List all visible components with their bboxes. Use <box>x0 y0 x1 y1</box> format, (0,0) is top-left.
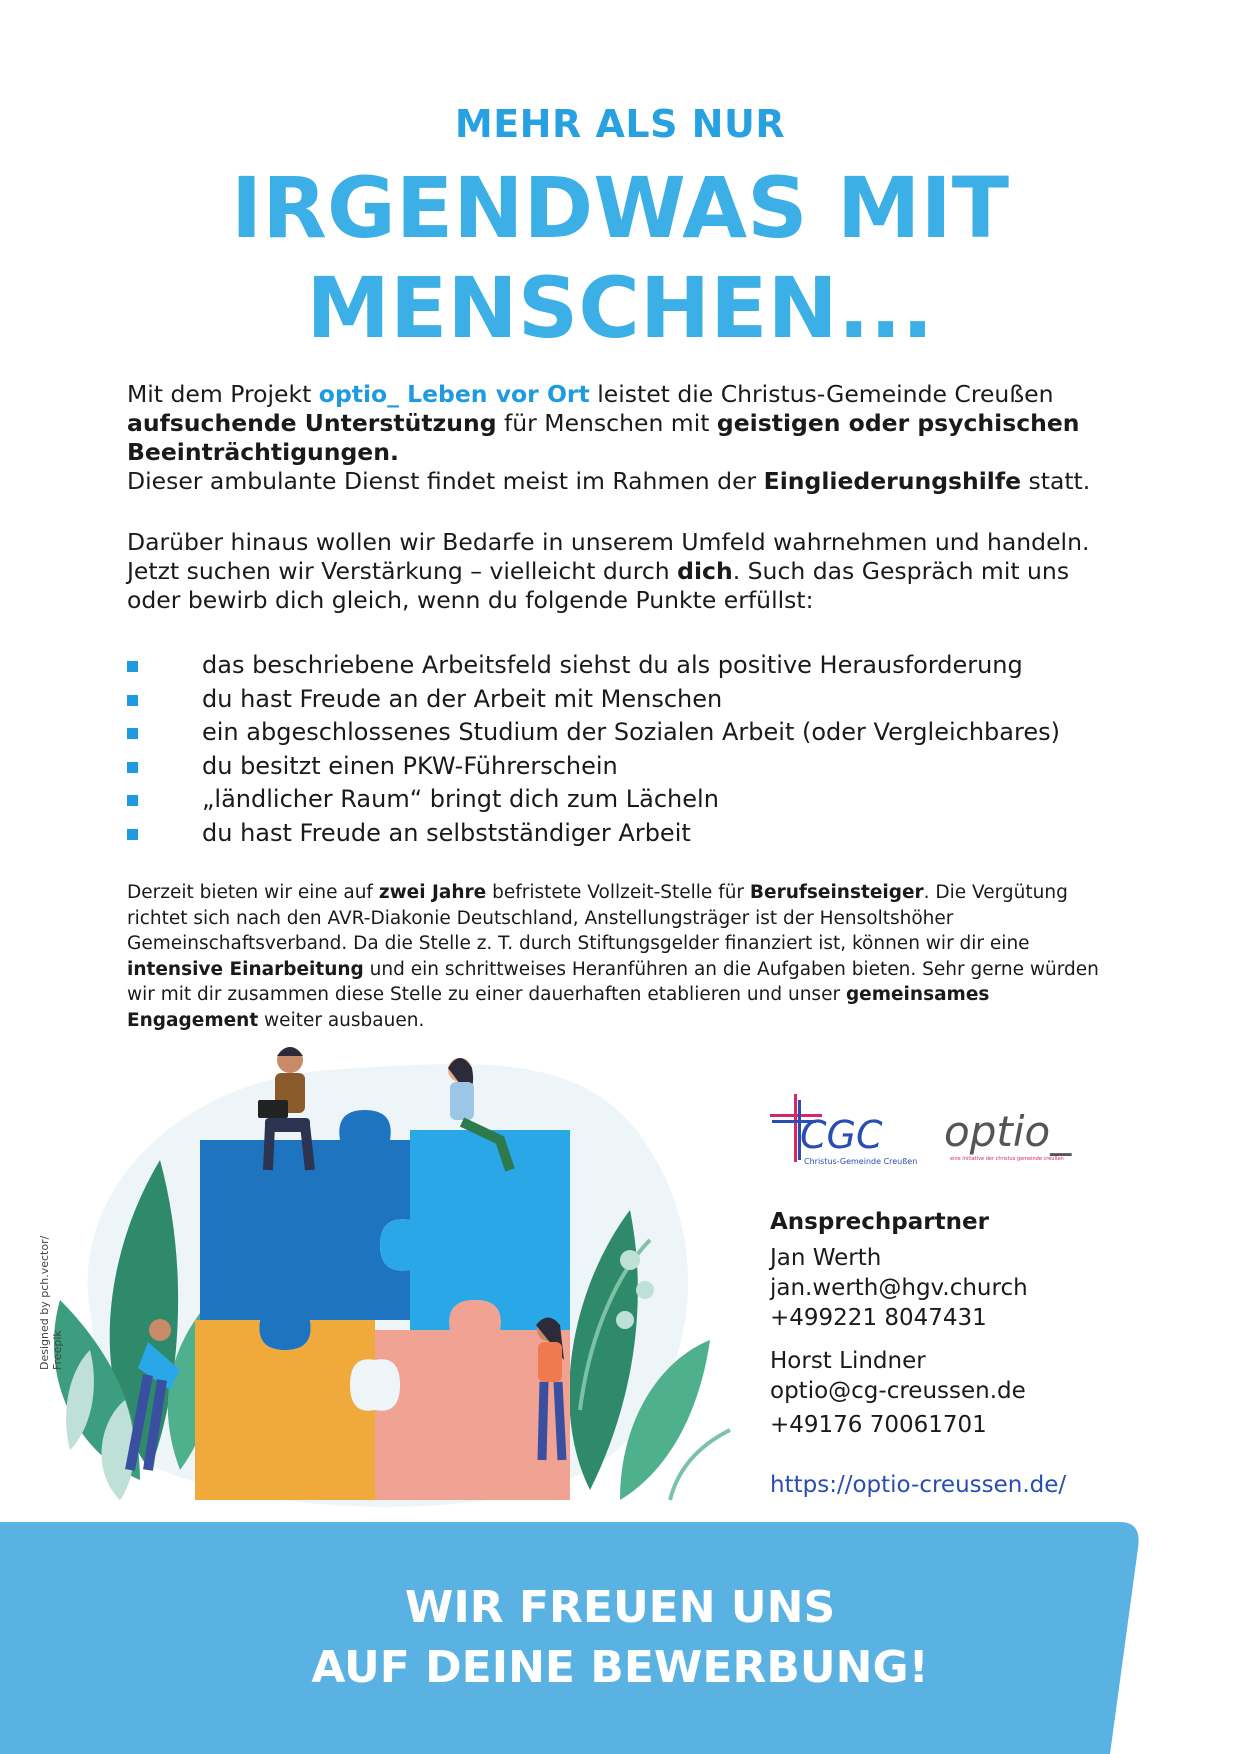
intro-text: Mit dem Projekt <box>127 380 319 408</box>
bullet-square-icon <box>127 795 138 806</box>
illustration-credit: Designed by pch.vector/ Freepik <box>38 1235 64 1370</box>
list-item <box>127 650 1117 684</box>
puzzle-team-illustration <box>30 1030 750 1530</box>
banner-line-2: AUF DEINE BEWERBUNG! <box>311 1642 929 1693</box>
contact-name-2: Horst Lindner <box>770 1348 926 1374</box>
list-item-text: du hast Freude an selbstständiger Arbeit <box>202 818 691 847</box>
headline-kicker: MEHR ALS NUR <box>454 102 786 146</box>
offer-text: und ein schrittweises Heranführen an die Aufgaben bieten. Sehr gerne würden wir mit dir zusammen diese Stelle zu einer dauerhaften etablieren und unser <box>127 958 1099 1005</box>
intro-paragraph-2 <box>127 528 1117 615</box>
bullet-square-icon <box>127 661 138 672</box>
headline-line-1: IRGENDWAS MIT <box>230 159 1010 257</box>
intro-text: für Menschen mit <box>496 409 717 437</box>
contact-name-1: Jan Werth <box>770 1245 882 1271</box>
intro-text: Darüber hinaus wollen wir Bedarfe in unserem Umfeld wahrnehmen und handeln. Jetzt suchen wir Verstärkung – vielleicht durch <box>127 528 1090 585</box>
offer-text: weiter ausbauen. <box>258 1009 425 1031</box>
list-item-text: du hast Freude an der Arbeit mit Menschen <box>202 684 723 713</box>
contact-phone-1[interactable]: +499221 8047431 <box>770 1305 987 1331</box>
website-link[interactable]: https://optio-creussen.de/ <box>770 1472 1067 1498</box>
intro-text: . Such das Gespräch mit uns oder bewirb dich gleich, wenn du folgende Punkte erfüllst: <box>127 557 1070 614</box>
offer-bold: gemeinsames Engagement <box>127 984 990 1031</box>
contact-email-2[interactable]: optio@cg-creussen.de <box>770 1378 1026 1404</box>
optio-logo-subtext: eine Initiative der christus gemeinde creußen <box>950 1156 1064 1162</box>
list-item-text: ein abgeschlossenes Studium der Sozialen Arbeit (oder Vergleichbares) <box>202 718 1060 746</box>
offer-text: befristete Vollzeit-Stelle für <box>486 882 750 903</box>
offer-text: Derzeit bieten wir eine auf <box>127 882 379 903</box>
cgc-logo-text: CGC <box>800 1113 883 1157</box>
cgc-logo <box>768 1090 918 1170</box>
contact-phone-2[interactable]: +49176 70061701 <box>770 1412 987 1438</box>
offer-bold: zwei Jahre <box>378 882 487 903</box>
list-item <box>127 717 1117 751</box>
bullet-square-icon <box>127 829 138 840</box>
banner-line-1: WIR FREUEN UNS <box>404 1582 836 1633</box>
intro-paragraph-1 <box>127 380 1117 496</box>
offer-paragraph <box>127 880 1117 1033</box>
requirements-list <box>127 650 1117 851</box>
intro-text: Dieser ambulante Dienst findet meist im Rahmen der <box>127 467 764 495</box>
list-item-text: „ländlicher Raum“ bringt dich zum Lächeln <box>202 785 719 813</box>
offer-text: . Die Vergütung richtet sich nach den AVR-Diakonie Deutschland, Anstellungsträger ist der Hensoltshöher Gemeinschaftsverband. Da die Stelle z. T. durch Stiftungsgelder finanziert ist, können wir dir eine <box>127 882 1068 954</box>
contact-heading: Ansprechpartner <box>770 1209 989 1235</box>
offer-bold: intensive Einarbeitung <box>127 958 364 980</box>
bullet-square-icon <box>127 762 138 773</box>
bottom-banner-shape <box>0 1522 1240 1754</box>
intro-text: statt. <box>1021 467 1091 495</box>
headline-line-2: MENSCHEN... <box>306 259 934 357</box>
bullet-square-icon <box>127 695 138 706</box>
intro-bold: aufsuchende Unterstützung <box>127 409 497 437</box>
intro-bold: dich <box>677 557 733 585</box>
intro-bold: geistigen oder psychischen Beeinträchtigungen. <box>127 409 1080 466</box>
contact-email-1[interactable]: jan.werth@hgv.church <box>770 1275 1028 1301</box>
cgc-logo-subtext: Christus-Gemeinde Creußen <box>804 1157 918 1166</box>
list-item-text: du besitzt einen PKW-Führerschein <box>202 751 618 780</box>
list-item <box>127 751 1117 785</box>
optio-logo-text: optio_ <box>944 1108 1072 1156</box>
headline-main <box>0 158 1240 358</box>
list-item-text: das beschriebene Arbeitsfeld siehst du als positive Herausforderung <box>202 651 1023 679</box>
list-item <box>127 818 1117 852</box>
optio-logo <box>940 1108 1090 1168</box>
offer-bold: Berufseinsteiger <box>749 882 924 903</box>
list-item <box>127 784 1117 818</box>
bullet-square-icon <box>127 728 138 739</box>
intro-bold: Eingliederungshilfe <box>763 467 1022 495</box>
intro-text: leistet die Christus-Gemeinde Creußen <box>589 380 1054 408</box>
list-item <box>127 684 1117 718</box>
project-name: optio_ Leben vor Ort <box>318 380 590 408</box>
